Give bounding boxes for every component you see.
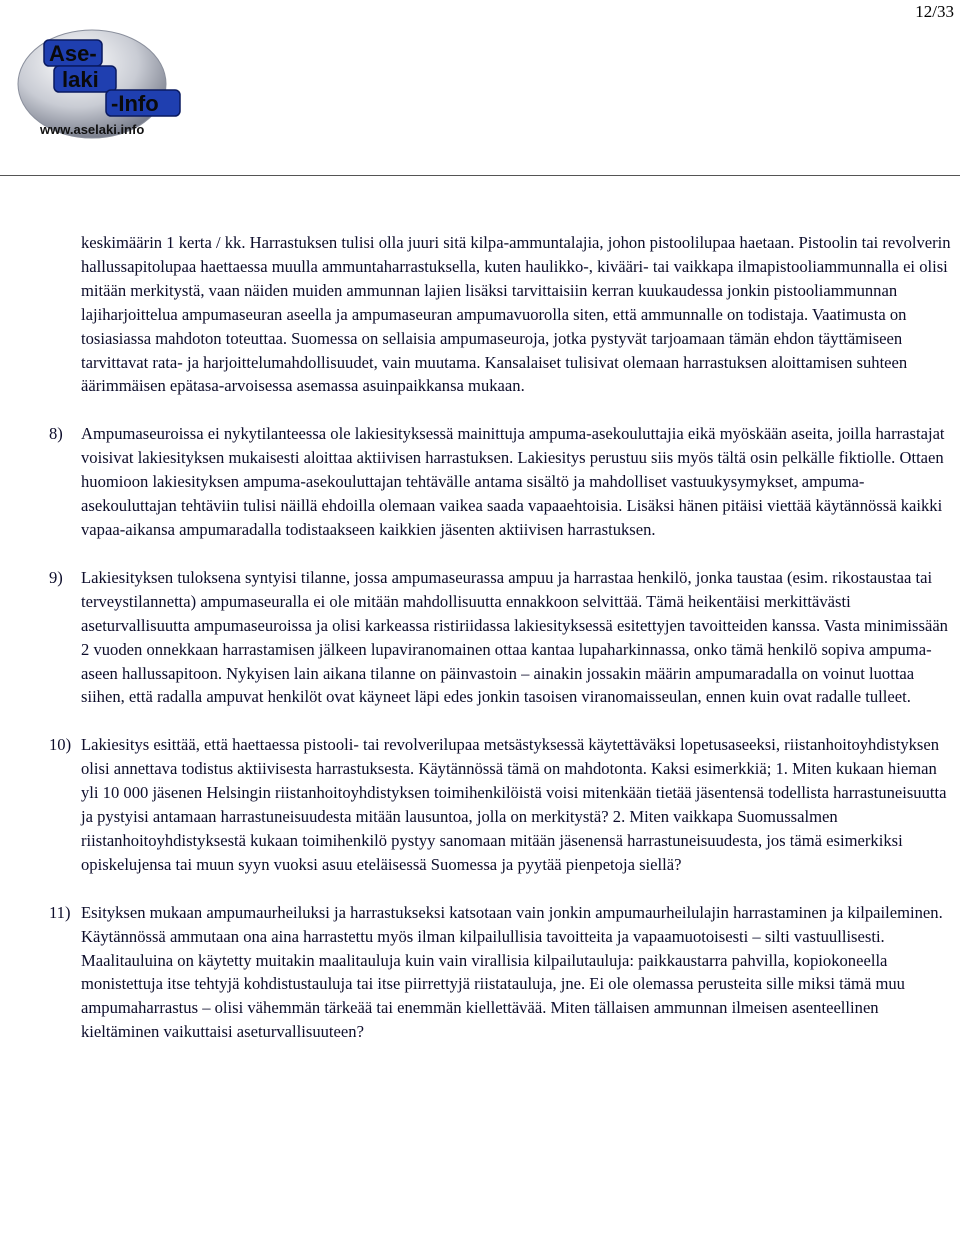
list-item-text: Lakiesitys esittää, että haettaessa pistooli- tai revolverilupaa metsästyksessä käytettäväksi lopetusaseeksi, riistanhoitoyhdistyksen olisi annettava todistus aktiivisesta harrastuksesta. Käytännössä tämä on mahdotonta. Kaksi esimerkkiä; 1. Miten kukaan hieman yli 10 000 jäsenen Helsingin riistanhoitoyhdistyksen toimihenkilöistä voisi mitenkään tietää jäsentensä todellista harrastuneisuutta ja pystyisi antamaan harrastuneisuudesta mitään lausuntoa, jolla on merkitystä? 2. Miten vaikkapa Suomussalmen riistanhoitoyhdistyksestä kukaan toimihenkilö pystyy sanomaan mitään jäsenensä harrastuneisuudesta, jos tämä esimerkiksi opiskelujensa tai muun syyn vuoksi asuu eteläisessä Suomessa ja pyytää pienpetoja siellä? [81, 735, 947, 874]
list-item [49, 422, 955, 542]
list-item-number: 11) [49, 902, 71, 922]
aselaki-info-logo [14, 26, 192, 140]
list-item-text: Ampumaseuroissa ei nykytilanteessa ole lakiesityksessä mainittuja ampuma-asekouluttajia eikä myöskään aseita, joilla harrastajat voisivat lakiesityksen mukaisesti aloittaa aktiivisen harrastuksen. Lakiesitys perustuu siis myös tältä osin pelkälle fiktiolle. Ottaen huomioon lakiesityksen ampuma-asekouluttajan tehtävälle antama sisältö ja mahdolliset vastuukysymykset, ampuma-asekouluttajan tehtäviin tulisi näillä ehdoilla olemaan vaikea saada vapaaehtoisia. Lisäksi hänen pitäisi viettää käytännössä kaikki vapaa-aikansa ampumaradalla todistaakseen kaikkien jäsenten aktiivisen harrastuksen. [81, 424, 945, 539]
list-item-text: Lakiesityksen tuloksena syntyisi tilanne, jossa ampumaseurassa ampuu ja harrastaa henkilö, jonka taustaa (esim. rikostaustaa tai terveystilannetta) ampumaseuralla ei ole mitään mahdollisuutta ennakkoon selvittää. Tämä heikentäisi merkittävästi aseturvallisuutta ampumaseuroissa ja olisi karkeassa ristiriidassa lakiesityksessä esitettyjen tavoitteiden kanssa. Vasta minimissään 2 vuoden onnekkaan harrastamisen jälkeen lupaviranomainen ottaa kantaa lupaharkinnassa, onko tämä henkilö sopiva ampuma-aseen hallussapitoon. Nykyisen lain aikana tilanne on päinvastoin – ainakin jossakin määrin ampumaradalla on voinut luottaa siihen, että radalla ampuvat henkilöt ovat käyneet läpi edes jonkin tasoisen viranomaisseulan, ennen kuin ovat radalle tulleet. [81, 567, 948, 707]
logo-text-laki: laki [62, 67, 99, 92]
logo-url: www.aselaki.info [40, 122, 145, 137]
list-item-text: Esityksen mukaan ampumaurheiluksi ja harrastukseksi katsotaan vain jonkin ampumaurheilulajin harrastaminen ja kilpaileminen. Käytännössä ammutaan ona aina harrastettu myös ilman kilpailullisia tavoitteita ja vapaamuotoisesti – silti vastuullisesti. Maalitauluina on käytetty muitakin maalitauluja kuin vain virallisia kilpailutauluja: paikkaustarra pahvilla, kopiokoneella monistettuja itse tehtyjä kohdistustauluja tai itse piirrettyjä riistatauluja, jne. Ei ole olemassa perusteita sille miksi tämä muu ampumaharrastus – olisi vähemmän tärkeää tai enemmän kiellettävää. Miten tällaisen ammunnan ilmeisen asenteellinen kieltäminen vaikuttaisi aseturvallisuuteen? [81, 902, 943, 1042]
list-item-number: 10) [49, 735, 72, 755]
list-item [49, 566, 955, 709]
logo-text-ase: Ase- [49, 41, 97, 66]
intro-paragraph: keskimäärin 1 kerta / kk. Harrastuksen tulisi olla juuri sitä kilpa-ammuntalajia, johon pistoolilupaa haetaan. Pistoolin tai revolverin hallussapitolupaa haettaessa muulla ammuntaharrastuksella, kuten haulikko-, kivääri- tai vaikkapa ilmapistooliammunnalla ei olisi mitään merkitystä, vaan näiden muiden ammunnan lajien lisäksi tarvittaisiin kerran kuukaudessa jonkin pistooliammunnan lajiharjoittelua ampumaseuran aseella ja ampumaseuran ampumavuorolla siten, että ammunnalle on todistaja. Vaatimusta on tosiasiassa mahdoton toteuttaa. Suomessa on sellaisia ampumaseuroja, jotka pystyvät tarjoamaan tämän ehdon täyttämiseen tarvittavat rata- ja harjoittelumahdollisuudet, vain muutama. Kansalaiset tulisivat olemaan harrastuksen aloittamisen suhteen äärimmäisen epätasa-arvoisessa asemassa asuinpaikkansa mukaan. [81, 233, 951, 396]
header-divider [0, 175, 960, 176]
list-item [49, 901, 955, 1044]
list-item-number: 9) [49, 567, 63, 587]
document-body [49, 231, 955, 1044]
logo-text-info: -Info [111, 91, 159, 116]
list-item [49, 733, 955, 876]
page-number: 12/33 [915, 2, 954, 21]
list-item-number: 8) [49, 424, 63, 444]
